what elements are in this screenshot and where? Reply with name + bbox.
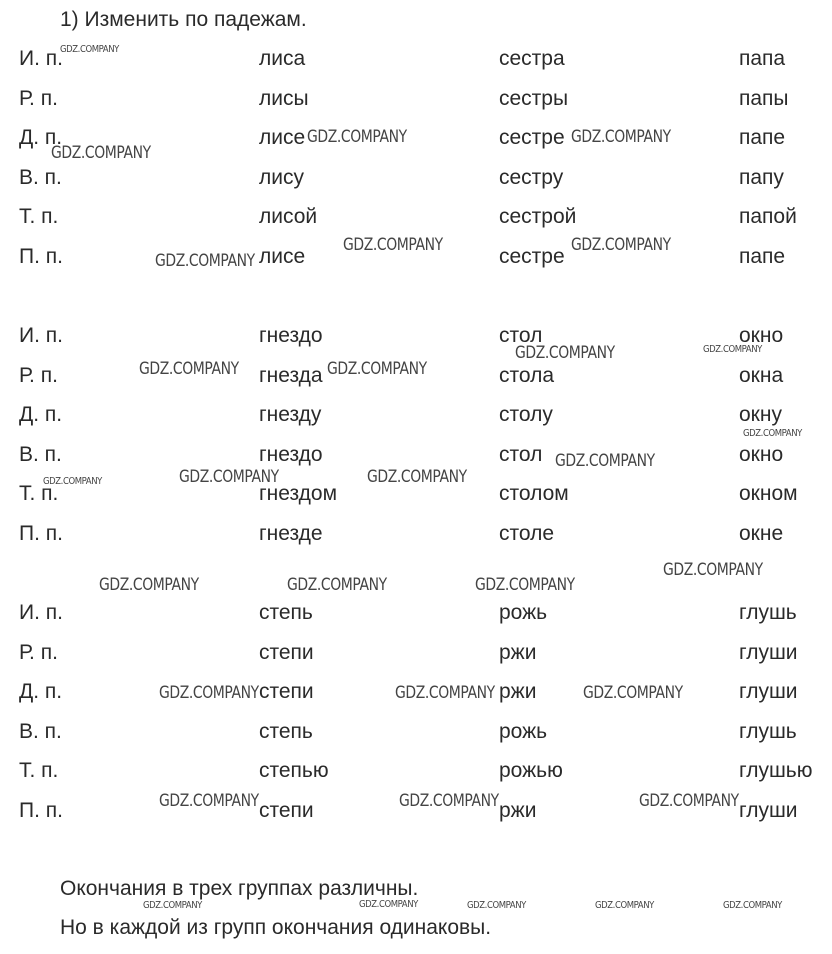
word-cell: степи — [259, 798, 314, 822]
watermark: GDZ.COMPANY — [743, 428, 802, 439]
case-label: И. п. — [19, 601, 63, 624]
watermark: GDZ.COMPANY — [467, 900, 526, 911]
watermark: GDZ.COMPANY — [571, 127, 671, 147]
word-cell: рожь — [499, 601, 548, 624]
word-cell: сестрой — [499, 205, 577, 228]
word-cell: ржи — [499, 798, 537, 822]
watermark: GDZ.COMPANY — [51, 143, 151, 163]
word-cell: окне — [739, 521, 784, 545]
case-label: П. п. — [19, 521, 63, 545]
word-cell: рожь — [499, 719, 548, 743]
case-label: Т. п. — [19, 205, 59, 228]
watermark: GDZ.COMPANY — [723, 900, 782, 911]
watermark: GDZ.COMPANY — [395, 683, 495, 703]
case-label: И. п. — [19, 324, 63, 347]
word-cell: глушь — [739, 719, 797, 743]
watermark: GDZ.COMPANY — [179, 467, 279, 487]
word-cell: лисой — [259, 205, 318, 228]
word-cell: гнездо — [259, 442, 323, 466]
word-cell: лисе — [259, 244, 306, 268]
word-cell: гнездо — [259, 324, 323, 347]
case-label: П. п. — [19, 244, 63, 268]
word-cell: степью — [259, 759, 329, 782]
case-row — [0, 163, 832, 193]
case-row — [0, 400, 832, 430]
word-cell: ржи — [499, 680, 537, 703]
watermark: GDZ.COMPANY — [555, 451, 655, 471]
word-cell: папой — [739, 205, 797, 228]
word-cell: окну — [739, 403, 782, 426]
word-cell: лисе — [259, 126, 306, 149]
conclusion-line-1: Окончания в трех группах различны. — [60, 877, 419, 900]
watermark: GDZ.COMPANY — [639, 791, 739, 811]
watermark: GDZ.COMPANY — [583, 683, 683, 703]
watermark: GDZ.COMPANY — [143, 900, 202, 911]
case-label: Д. п. — [19, 126, 63, 149]
watermark: GDZ.COMPANY — [367, 467, 467, 487]
word-cell: столом — [499, 482, 569, 505]
word-cell: гнезда — [259, 363, 323, 387]
case-label: Д. п. — [19, 680, 63, 703]
watermark: GDZ.COMPANY — [307, 127, 407, 147]
word-cell: стол — [499, 324, 543, 347]
word-cell: глуши — [739, 640, 798, 664]
case-label: В. п. — [19, 442, 62, 466]
word-cell: стол — [499, 442, 543, 466]
word-cell: столу — [499, 403, 553, 426]
watermark: GDZ.COMPANY — [475, 575, 575, 595]
watermark: GDZ.COMPANY — [399, 791, 499, 811]
case-row — [0, 598, 832, 628]
word-cell: сестре — [499, 126, 565, 149]
watermark: GDZ.COMPANY — [99, 575, 199, 595]
word-cell: столе — [499, 521, 555, 545]
word-cell: степь — [259, 719, 313, 743]
watermark: GDZ.COMPANY — [359, 899, 418, 910]
word-cell: степи — [259, 680, 314, 703]
case-label: В. п. — [19, 719, 62, 743]
word-cell: стола — [499, 363, 555, 387]
word-cell: степь — [259, 601, 313, 624]
word-cell: глуши — [739, 680, 798, 703]
watermark: GDZ.COMPANY — [43, 476, 102, 487]
watermark: GDZ.COMPANY — [155, 251, 255, 271]
watermark: GDZ.COMPANY — [139, 359, 239, 379]
word-cell: глушь — [739, 601, 797, 624]
case-row — [0, 638, 832, 668]
conclusion-line-2: Но в каждой из групп окончания одинаковы. — [60, 916, 492, 939]
case-label: В. п. — [19, 165, 62, 189]
case-label: Р. п. — [19, 363, 58, 387]
watermark: GDZ.COMPANY — [159, 791, 259, 811]
case-row — [0, 519, 832, 549]
case-row — [0, 44, 832, 74]
word-cell: папу — [739, 165, 784, 189]
word-cell: ржи — [499, 640, 537, 664]
word-cell: степи — [259, 640, 314, 664]
word-cell: гнезду — [259, 403, 322, 426]
word-cell: рожью — [499, 759, 563, 782]
watermark: GDZ.COMPANY — [60, 44, 119, 55]
word-cell: папе — [739, 126, 786, 149]
word-cell: глушью — [739, 759, 813, 782]
watermark: GDZ.COMPANY — [159, 683, 259, 703]
watermark: GDZ.COMPANY — [343, 235, 443, 255]
word-cell: папы — [739, 86, 789, 110]
case-row — [0, 717, 832, 747]
watermark: GDZ.COMPANY — [663, 560, 763, 580]
exercise-title: 1) Изменить по падежам. — [60, 8, 307, 31]
word-cell: сестры — [499, 86, 569, 110]
watermark: GDZ.COMPANY — [571, 235, 671, 255]
case-label: Р. п. — [19, 86, 58, 110]
watermark: GDZ.COMPANY — [515, 343, 615, 363]
case-label: Д. п. — [19, 403, 63, 426]
watermark: GDZ.COMPANY — [287, 575, 387, 595]
word-cell: гнездом — [259, 482, 338, 505]
watermark: GDZ.COMPANY — [703, 344, 762, 355]
case-row — [0, 84, 832, 114]
word-cell: лисы — [259, 86, 309, 110]
word-cell: окном — [739, 482, 798, 505]
word-cell: лису — [259, 165, 304, 189]
watermark: GDZ.COMPANY — [327, 359, 427, 379]
case-row — [0, 202, 832, 232]
case-label: П. п. — [19, 798, 63, 822]
case-label: Т. п. — [19, 759, 59, 782]
case-row — [0, 440, 832, 470]
case-label: Р. п. — [19, 640, 58, 664]
word-cell: глуши — [739, 798, 798, 822]
watermark: GDZ.COMPANY — [595, 900, 654, 911]
word-cell: окно — [739, 324, 784, 347]
word-cell: окно — [739, 442, 784, 466]
case-row — [0, 756, 832, 786]
word-cell: гнезде — [259, 521, 323, 545]
word-cell: сестра — [499, 47, 565, 70]
case-label: Т. п. — [19, 482, 59, 505]
word-cell: сестру — [499, 165, 564, 189]
word-cell: лиса — [259, 47, 306, 70]
word-cell: папа — [739, 47, 786, 70]
case-label: И. п. — [19, 47, 63, 70]
word-cell: сестре — [499, 244, 565, 268]
word-cell: папе — [739, 244, 786, 268]
word-cell: окна — [739, 363, 784, 387]
